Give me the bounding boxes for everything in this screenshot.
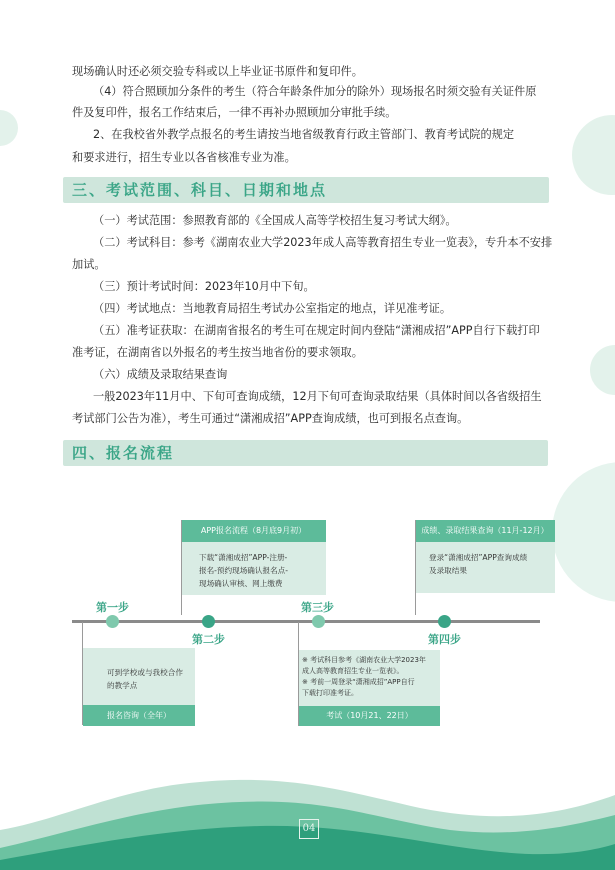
section3-line-6: （五）准考证获取：在湖南省报名的考生可在规定时间内登陆“潇湘成招”APP自行下载打印 xyxy=(93,324,540,337)
step-1-label: 第一步 xyxy=(96,601,129,614)
connector-step4 xyxy=(415,520,416,615)
app-card-line-3: 现场确认审核、网上缴费 xyxy=(199,579,283,588)
section3-title: 三、考试范围、科目、日期和地点 xyxy=(72,181,328,199)
consult-card-line-1: 可到学校或与我校合作 xyxy=(107,668,183,677)
section3-line-7: 准考证，在湖南省以外报名的考生按当地省份的要求领取。 xyxy=(72,346,363,359)
step-3-dot xyxy=(312,615,325,628)
result-query-card-title: 成绩、录取结果查询（11月-12月） xyxy=(415,520,555,542)
app-registration-card-title: APP报名流程（8月底9月初） xyxy=(181,520,326,542)
decor-circle-left-top xyxy=(0,110,18,146)
connector-step2 xyxy=(181,520,182,615)
intro-line-1: 现场确认时还必须交验专科或以上毕业证书原件和复印件。 xyxy=(72,65,363,78)
app-card-line-2: 报名-预约现场确认报名点- xyxy=(199,566,289,575)
step-4-dot xyxy=(438,615,451,628)
result-card-line-2: 及录取结果 xyxy=(429,566,467,575)
consult-card xyxy=(83,648,195,726)
bottom-wave-decoration xyxy=(0,760,615,870)
section4-title: 四、报名流程 xyxy=(72,444,175,462)
step-2-dot xyxy=(202,615,215,628)
exam-card-line-3: ※ 考前一周登录“潇湘成招”APP自行 xyxy=(302,678,415,686)
intro-line-5: 和要求进行，招生专业以各省核准专业为准。 xyxy=(72,151,296,164)
step-4-label: 第四步 xyxy=(428,633,461,646)
step-3-label: 第三步 xyxy=(301,601,334,614)
section3-line-3: 加试。 xyxy=(72,258,106,271)
exam-card-line-2: 成人高等教育招生专业一览表》。 xyxy=(302,667,404,675)
intro-line-2: （4）符合照顾加分条件的考生（符合年龄条件加分的除外）现场报名时须交验有关证件原 xyxy=(93,85,537,98)
intro-line-4: 2、在我校省外教学点报名的考生请按当地省级教育行政主管部门、教育考试院的规定 xyxy=(93,128,515,141)
app-registration-card xyxy=(181,520,326,595)
step-2-label: 第二步 xyxy=(192,633,225,646)
section3-line-1: （一）考试范围：参照教育部的《全国成人高等学校招生复习考试大纲》。 xyxy=(93,214,457,227)
result-query-card xyxy=(415,520,555,593)
timeline-line xyxy=(72,620,540,623)
section3-line-8: （六）成绩及录取结果查询 xyxy=(93,368,228,381)
decor-circle-right-mid xyxy=(590,345,615,395)
section3-line-9: 一般2023年11月中、下旬可查询成绩，12月下旬可查询录取结果（具体时间以各省级招生 xyxy=(93,390,542,403)
decor-circle-right-big xyxy=(552,462,615,602)
exam-card-footer: 考试（10月21、22日） xyxy=(299,706,440,726)
result-card-line-1: 登录“潇湘成招”APP查询成绩 xyxy=(429,553,528,562)
exam-card-line-4: 下载打印准考证。 xyxy=(302,689,358,697)
decor-circle-right-top xyxy=(572,115,615,195)
section3-line-10: 考试部门公告为准），考生可通过“潇湘成招”APP查询成绩，也可到报名点查询。 xyxy=(72,412,469,425)
step-1-dot xyxy=(106,615,119,628)
intro-line-3: 件及复印件，报名工作结束后，一律不再补办照顾加分审批手续。 xyxy=(72,106,397,119)
app-card-line-1: 下载“潇湘成招”APP-注册- xyxy=(199,553,288,562)
section3-line-2: （二）考试科目：参考《湖南农业大学2023年成人高等教育招生专业一览表》，专升本不安排 xyxy=(93,236,553,249)
section3-line-4: （三）预计考试时间：2023年10月中下旬。 xyxy=(93,280,315,293)
page-number: 04 xyxy=(299,819,319,839)
consult-card-footer: 报名咨询（全年） xyxy=(83,705,195,726)
exam-card-line-1: ※ 考试科目参考《湖南农业大学2023年 xyxy=(302,656,426,664)
consult-card-line-2: 的教学点 xyxy=(107,681,138,690)
exam-card xyxy=(299,650,440,726)
section3-line-5: （四）考试地点：当地教育局招生考试办公室指定的地点，详见准考证。 xyxy=(93,302,452,315)
